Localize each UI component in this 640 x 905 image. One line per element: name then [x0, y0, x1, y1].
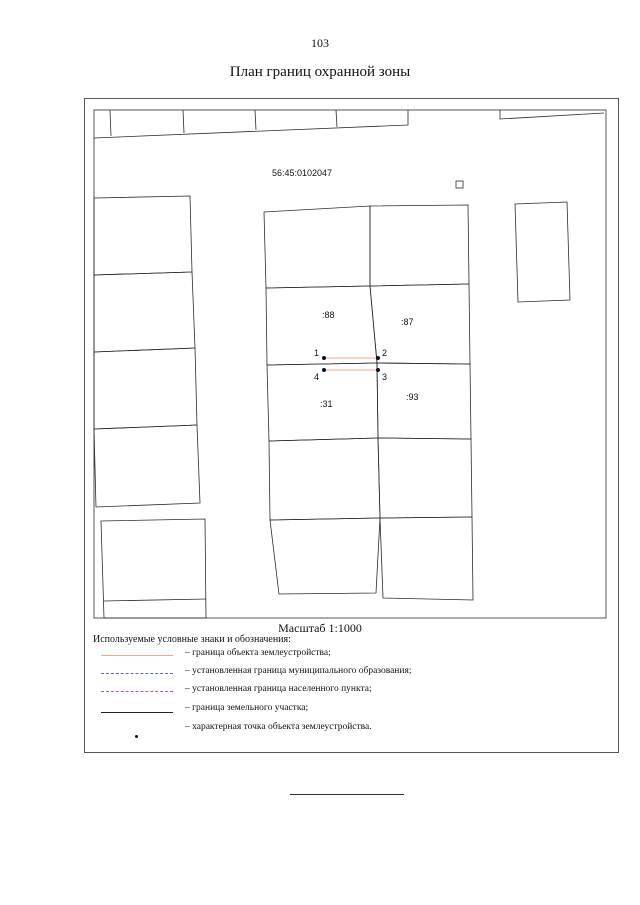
parcel-center-2 — [370, 205, 469, 286]
parcel-right — [515, 202, 570, 302]
parcel-88-label: :88 — [322, 310, 335, 320]
parcel-88 — [266, 286, 377, 365]
point-3-marker — [376, 368, 380, 372]
parcel-center-5 — [269, 438, 380, 520]
land-plot-boundary-symbol — [101, 712, 173, 713]
map-border — [94, 110, 606, 618]
municipal-boundary-symbol — [101, 673, 173, 674]
parcel-93-label: :93 — [406, 392, 419, 402]
parcel-center-1 — [264, 206, 370, 288]
object-boundary-symbol — [101, 655, 173, 656]
legend-item-settlement-boundary — [93, 684, 593, 698]
legend-item-label: – установленная граница муниципального образования; — [185, 666, 412, 676]
parcel-left-1 — [94, 196, 192, 275]
signature-line — [290, 794, 404, 795]
parcel-left-2 — [94, 272, 195, 352]
legend-item-municipal-boundary — [93, 666, 593, 680]
legend-item-characteristic-point — [93, 722, 593, 736]
parcel-center-7 — [270, 518, 380, 594]
top-strip-divider — [336, 110, 337, 127]
parcel-left-5 — [101, 519, 206, 618]
point-3-label: 3 — [382, 372, 388, 382]
legend-item-object-boundary — [93, 648, 593, 662]
legend-title: Используемые условные знаки и обозначения: — [93, 634, 291, 645]
characteristic-point-symbol — [135, 735, 138, 738]
point-1-label: 1 — [314, 348, 320, 358]
point-4-label: 4 — [314, 372, 320, 382]
parcel-93 — [377, 363, 471, 439]
top-strip-boundary — [94, 110, 408, 138]
parcel-center-6 — [378, 438, 472, 518]
top-strip-divider — [183, 110, 184, 133]
parcel-87-label: :87 — [401, 317, 414, 327]
legend-item-label: – установленная граница населенного пункта; — [185, 684, 372, 694]
settlement-boundary-symbol — [101, 691, 173, 692]
parcel-left-3 — [94, 348, 197, 429]
boundary-map — [93, 108, 609, 620]
point-1-marker — [322, 356, 326, 360]
parcel-center-8 — [380, 517, 473, 600]
legend-item-label: – граница объекта землеустройства; — [185, 648, 331, 658]
point-4-marker — [322, 368, 326, 372]
scale-label: Масштаб 1:1000 — [278, 621, 362, 635]
top-strip-divider — [110, 110, 111, 136]
legend-item-label: – характерная точка объекта землеустройства. — [185, 722, 372, 732]
parcel-left-4 — [94, 425, 200, 507]
legend-item-land-plot-boundary — [93, 703, 593, 717]
top-strip-divider — [255, 110, 256, 130]
page-title: План границ охранной зоны — [229, 64, 411, 80]
parcel-left-5-divider — [104, 599, 206, 601]
top-right-parcel — [500, 110, 604, 119]
parcel-31-label: :31 — [320, 399, 333, 409]
point-2-label: 2 — [382, 348, 388, 358]
page-number: 103 — [311, 36, 329, 50]
cadastral-quarter-label: 56:45:0102047 — [272, 168, 333, 178]
small-structure — [456, 181, 463, 188]
point-2-marker — [376, 356, 380, 360]
legend-item-label: – граница земельного участка; — [185, 703, 309, 713]
